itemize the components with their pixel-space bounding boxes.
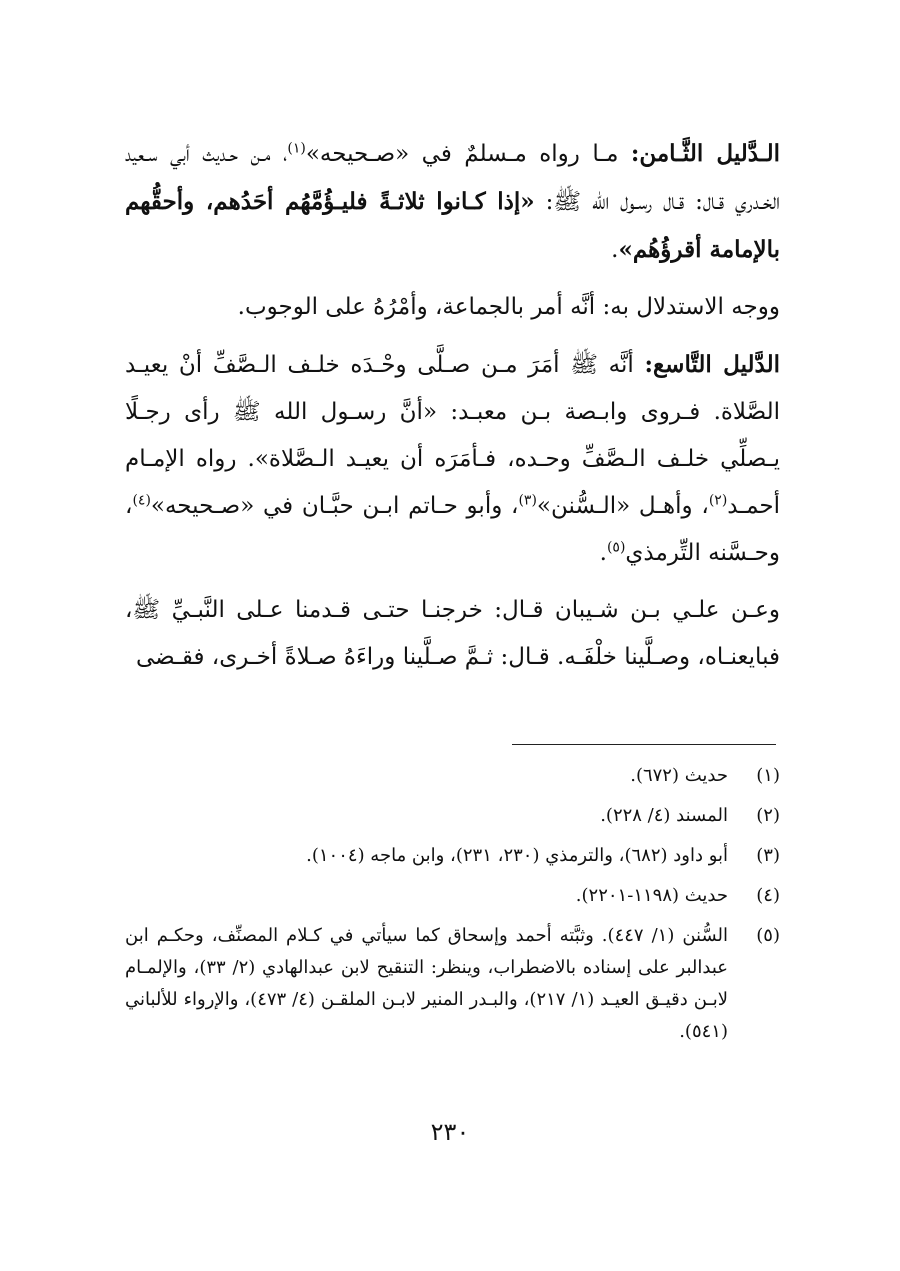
footnote-number: (٣) [756, 845, 780, 866]
text-segment: وعـن علـي بـن شـيبان قـال: خرجنـا حتـى قـدمنا عـلى النَّبـيِّ ﷺ، فبايعنـاه، وصـلَّينا خلْفَـه. قـال: ثـمَّ صـلَّينا وراءَهُ صـلاةً أخـرى، فقـضى [125, 597, 780, 670]
paragraph-ninth-evidence [125, 341, 780, 577]
text-segment: ووجه الاستدلال به: أنَّه أمر بالجماعة، وأمْرُهُ على الوجوب. [237, 294, 780, 320]
footnote-ref-5[interactable]: (٥) [606, 539, 626, 556]
footnote-number: (٤) [756, 885, 780, 906]
footnote-text: المسند (٤/ ٢٢٨). [600, 805, 728, 826]
footnote-number: (١) [756, 765, 780, 786]
footnote-ref-2[interactable]: (٢) [708, 492, 728, 509]
footnote-4 [125, 880, 780, 912]
footnote-1 [125, 760, 780, 792]
text-segment: أنَّه ﷺ أمَرَ مـن صـلَّى وحْـدَه خلـف الـصَّفِّ أنْ يعيـد الصَّلاة. فـروى وابـصة بـن معبـد: «أنَّ رسـول الله ﷺ رأى رجـلًا يـصلِّي خلـف الـصَّفِّ وحـده، فـأمَرَه أن يعيـد الـصَّلاة». رواه الإمـام أحمـد [125, 352, 780, 519]
page-number: ٢٣٠ [430, 1118, 470, 1146]
main-text [125, 130, 780, 691]
footnotes [125, 760, 780, 1056]
text-segment: ، وأهـل «الـسُّنن» [536, 493, 709, 519]
text-segment: ، مـن حـديث أبي سـعيد الخـدري قـال: قـال رسـول الله ﷺ: [125, 141, 780, 215]
text-segment: ، وأبو حـاتم ابـن حبَّـان في «صـحيحه» [150, 493, 519, 519]
footnote-text: السُّنن (١/ ٤٤٧). وثبَّته أحمد وإسحاق كما سيأتي في كـلام المصنِّف، وحكـم ابن عبدالبر على إسناده بالاضطراب، وينظر: التنقيح لابن عبدالهادي (٢/ ٣٣)، والإلمـام لابـن دقيـق العيـد (١/ ٢١٧)، والبـدر المنير لابـن الملقـن (٤/ ٤٧٣)، والإرواء للألباني (٥٤١). [125, 925, 729, 1042]
footnote-5 [125, 920, 780, 1048]
paragraph-ali-ibn-shayban [125, 587, 780, 681]
text-segment: . [611, 237, 619, 263]
paragraph-inference [125, 284, 780, 331]
footnote-text: حديث (٦٧٢). [630, 765, 728, 786]
footnote-text: حديث (١١٩٨-٢٢٠١). [575, 885, 728, 906]
heading-ninth-evidence: الدَّليل التَّاسع: [644, 351, 780, 378]
text-segment: ، وحـسَّنه التِّرمذي [125, 493, 780, 566]
text-segment: مـا رواه مـسلمٌ في «صـحيحه» [305, 141, 631, 167]
heading-eighth-evidence: الـدَّليل الثَّـامن: [630, 140, 780, 167]
footnote-text: أبو داود (٦٨٢)، والترمذي (٢٣٠، ٢٣١)، وابن ماجه (١٠٠٤). [306, 845, 728, 866]
footnote-number: (٥) [756, 925, 780, 946]
footnote-3 [125, 840, 780, 872]
footnote-ref-1[interactable]: (١) [287, 140, 306, 157]
footnote-ref-4[interactable]: (٤) [132, 492, 151, 509]
footnote-number: (٢) [756, 805, 780, 826]
footnote-2 [125, 800, 780, 832]
footnote-ref-3[interactable]: (٣) [518, 492, 537, 509]
hadith-quote: «إذا كـانوا ثلاثـةً فليـؤُمَّهُم أحَدُهم، وأحقُّهم بالإمامة أقرؤُهُم» [125, 188, 780, 263]
paragraph-eighth-evidence [125, 130, 780, 274]
footnote-divider [512, 744, 776, 745]
text-segment: . [599, 540, 607, 566]
